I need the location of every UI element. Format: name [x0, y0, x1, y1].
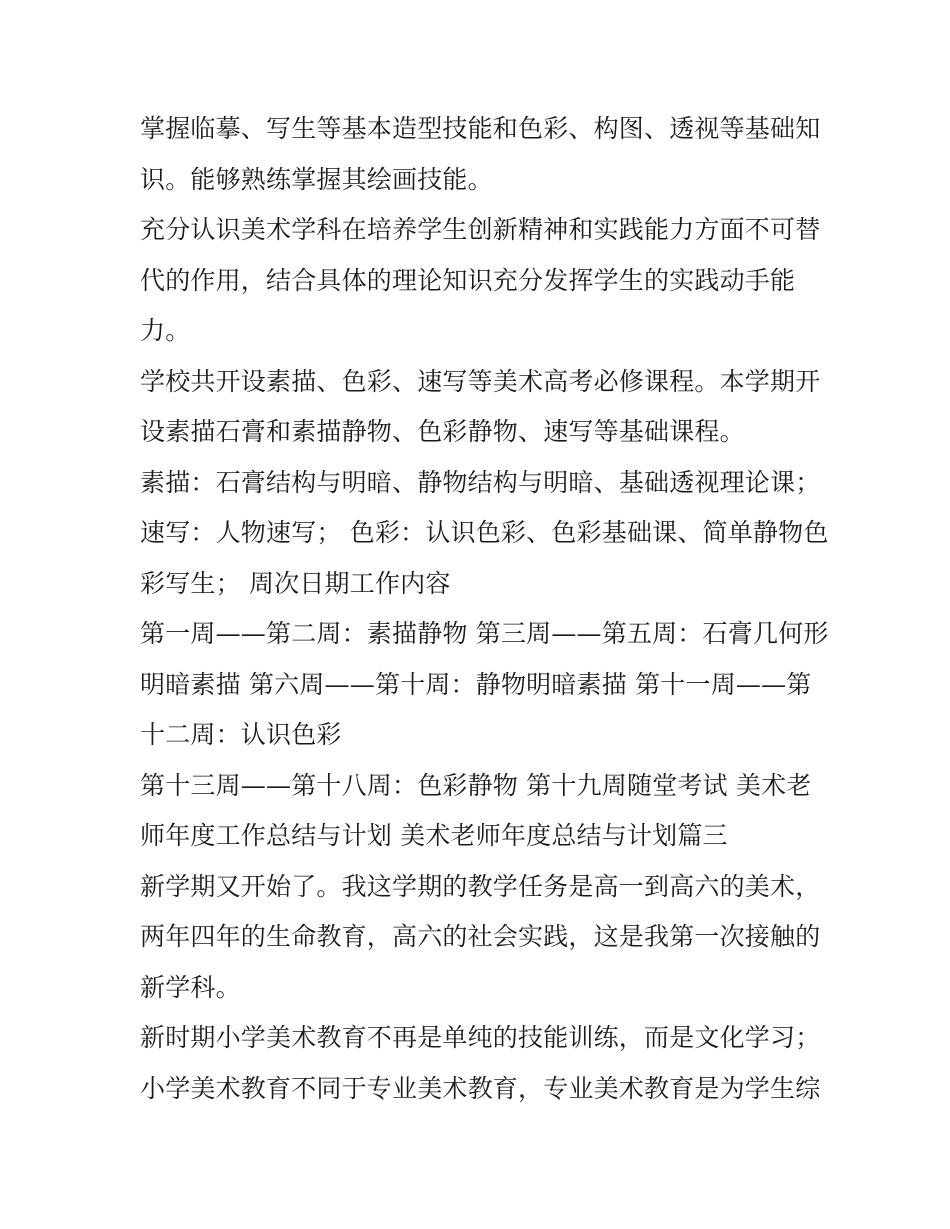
paragraph-6: 第十三周——第十八周：色彩静物 第十九周随堂考试 美术老师年度工作总结与计划 美术老师年度总结与计划篇三 [140, 770, 812, 850]
paragraph-2: 充分认识美术学科在培养学生创新精神和实践能力方面不可替代的作用，结合具体的理论知识充分发挥学生的实践动手能力。 [140, 215, 821, 345]
paragraph-4: 素描：石膏结构与明暗、静物结构与明暗、基础透视理论课；速写：人物速写； 色彩：认识色彩、色彩基础课、简单静物色彩写生； 周次日期工作内容 [140, 467, 829, 598]
paragraph-7: 新学期又开始了。我这学期的教学任务是高一到高六的美术，两年四年的生命教育，高六的社会实践，这是我第一次接触的新学科。 [140, 871, 821, 1002]
paragraph-8: 新时期小学美术教育不再是单纯的技能训练，而是文化学习；小学美术教育不同于专业美术教育，专业美术教育是为学生综 [140, 1023, 821, 1103]
paragraph-5: 第一周——第二周：素描静物 第三周——第五周：石膏几何形明暗素描 第六周——第十周：静物明暗素描 第十一周——第十二周：认识色彩 [140, 619, 829, 749]
document-body [140, 104, 830, 1114]
paragraph-3: 学校共开设素描、色彩、速写等美术高考必修课程。本学期开设素描石膏和素描静物、色彩静物、速写等基础课程。 [140, 366, 821, 446]
paragraph-1: 掌握临摹、写生等基本造型技能和色彩、构图、透视等基础知识。能够熟练掌握其绘画技能。 [140, 114, 821, 194]
